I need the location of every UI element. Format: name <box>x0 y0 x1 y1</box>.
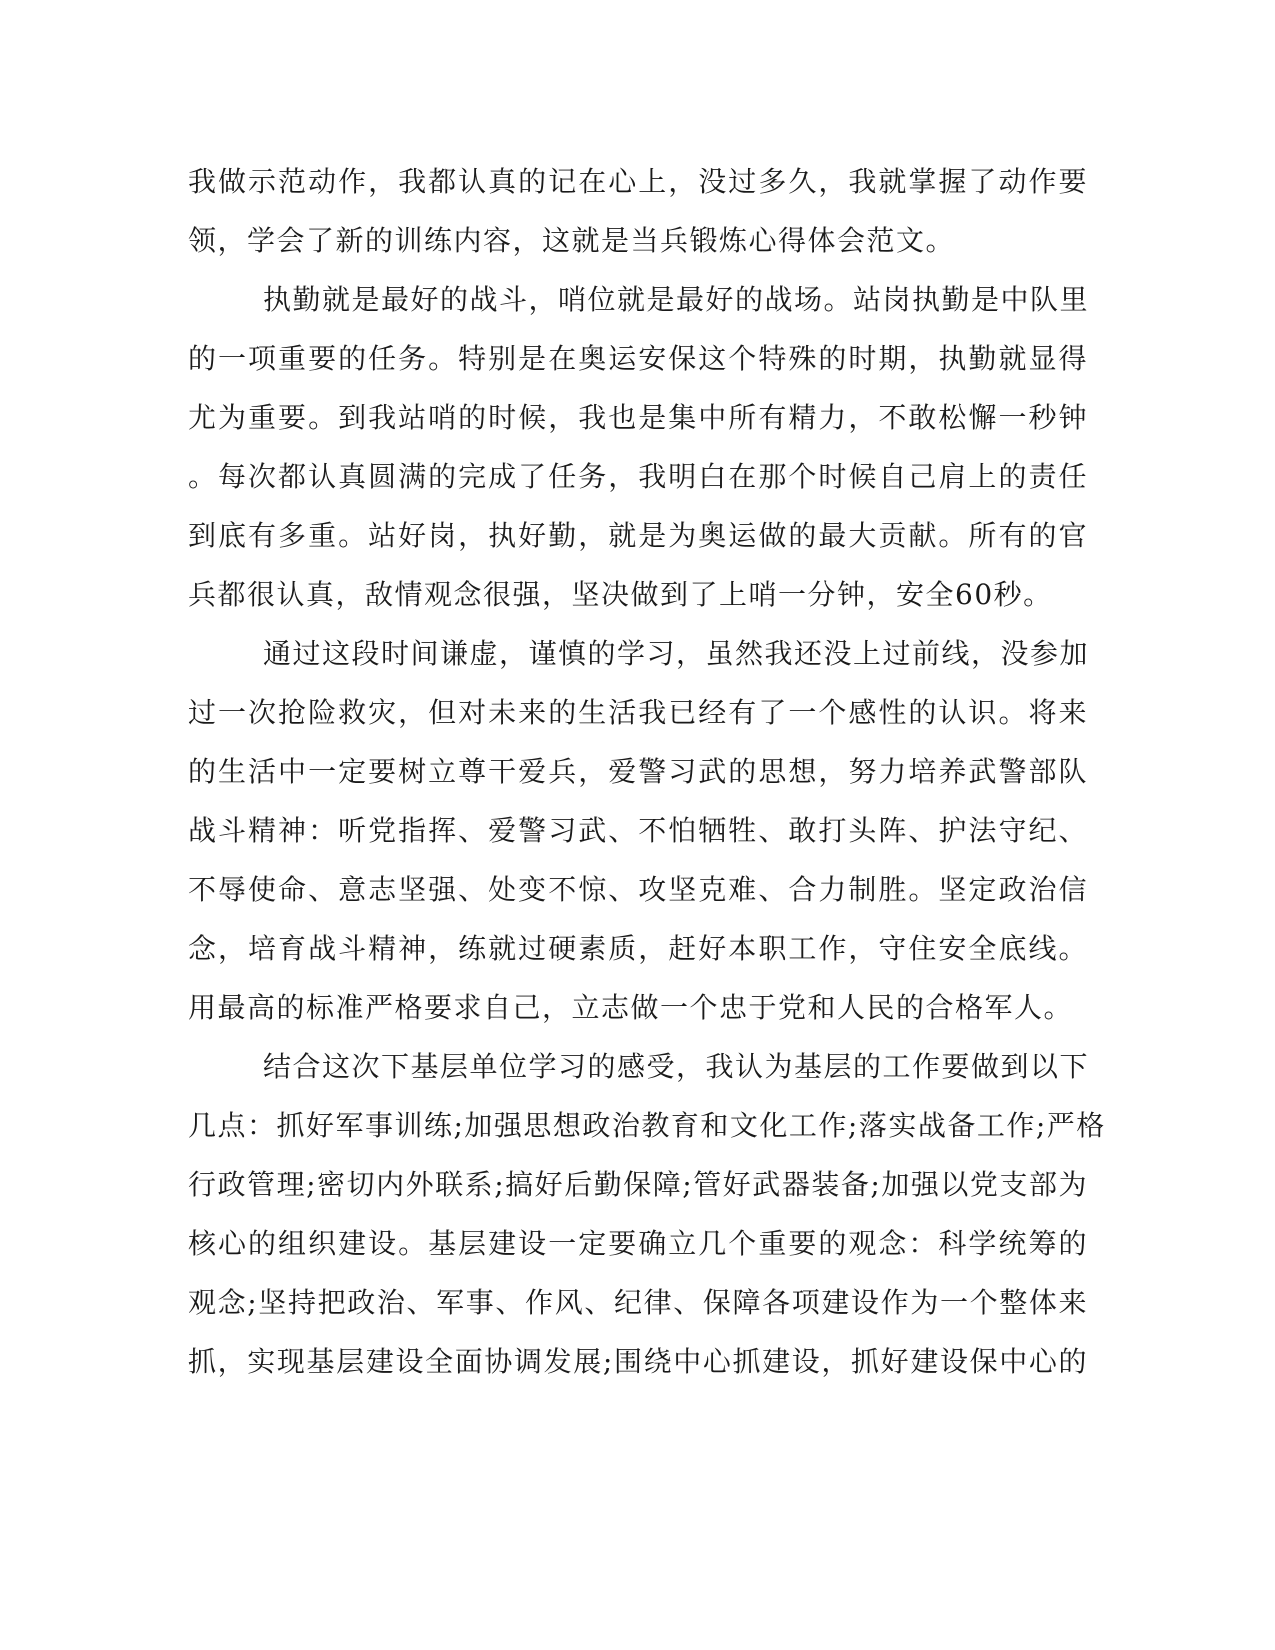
text-line: 核心的组织建设。基层建设一定要确立几个重要的观念：科学统筹的 <box>188 1227 1088 1260</box>
text-line: 兵都很认真，敌情观念很强，坚决做到了上哨一分钟，安全60秒。 <box>188 578 1053 611</box>
text-line: 用最高的标准严格要求自己，立志做一个忠于党和人民的合格军人。 <box>188 991 1074 1024</box>
text-line: 我做示范动作，我都认真的记在心上，没过多久，我就掌握了动作要 <box>188 165 1088 198</box>
text-line: 战斗精神：听党指挥、爱警习武、不怕牺牲、敢打头阵、护法守纪、 <box>188 814 1088 847</box>
body-text <box>188 163 1106 1402</box>
text-line: 领，学会了新的训练内容，这就是当兵锻炼心得体会范文。 <box>188 224 956 257</box>
text-line: 的生活中一定要树立尊干爱兵，爱警习武的思想，努力培养武警部队 <box>188 755 1088 788</box>
text-line: 观念;坚持把政治、军事、作风、纪律、保障各项建设作为一个整体来 <box>188 1286 1088 1319</box>
text-line: 的一项重要的任务。特别是在奥运安保这个特殊的时期，执勤就显得 <box>188 342 1088 375</box>
text-line: 不辱使命、意志坚强、处变不惊、攻坚克难、合力制胜。坚定政治信 <box>188 873 1088 906</box>
text-line: 执勤就是最好的战斗，哨位就是最好的战场。站岗执勤是中队里 <box>263 283 1090 316</box>
text-line: 结合这次下基层单位学习的感受，我认为基层的工作要做到以下 <box>263 1050 1090 1083</box>
text-line: 尤为重要。到我站哨的时候，我也是集中所有精力，不敢松懈一秒钟 <box>188 401 1088 434</box>
text-line: 几点：抓好军事训练;加强思想政治教育和文化工作;落实战备工作;严格 <box>188 1109 1106 1142</box>
text-line: 念，培育战斗精神，练就过硬素质，赶好本职工作，守住安全底线。 <box>188 932 1088 965</box>
text-line: 。每次都认真圆满的完成了任务，我明白在那个时候自己肩上的责任 <box>188 460 1088 493</box>
text-line: 到底有多重。站好岗，执好勤，就是为奥运做的最大贡献。所有的官 <box>188 519 1088 552</box>
text-line: 通过这段时间谦虚，谨慎的学习，虽然我还没上过前线，没参加 <box>263 637 1090 670</box>
text-line: 抓，实现基层建设全面协调发展;围绕中心抓建设，抓好建设保中心的 <box>188 1345 1088 1378</box>
text-line: 过一次抢险救灾，但对未来的生活我已经有了一个感性的认识。将来 <box>188 696 1088 729</box>
text-line: 行政管理;密切内外联系;搞好后勤保障;管好武器装备;加强以党支部为 <box>188 1168 1088 1201</box>
